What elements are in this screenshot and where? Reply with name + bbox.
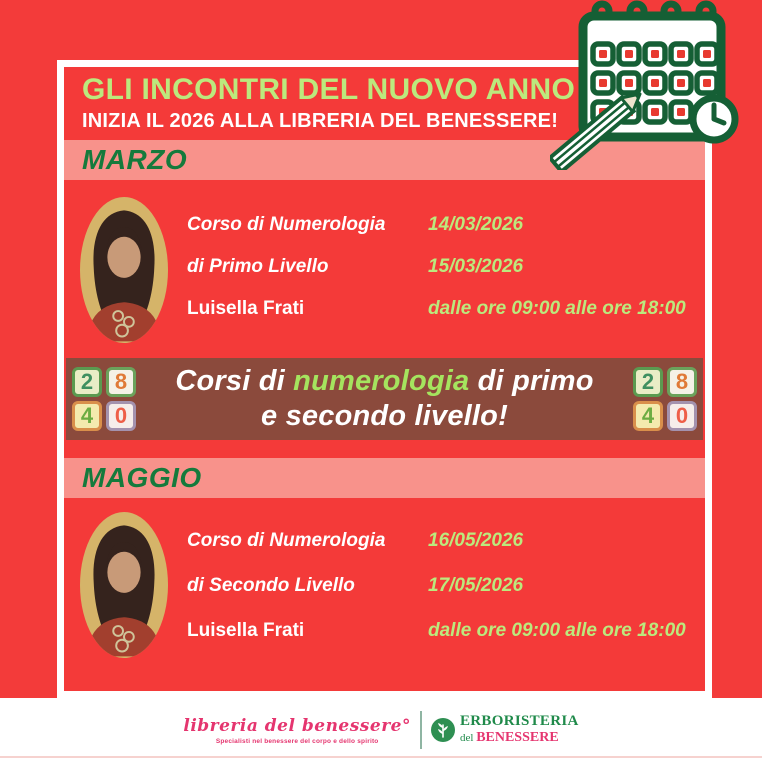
erboristeria-line1: ERBORISTERIA [459, 712, 579, 729]
tile-digit-8: 8 [106, 367, 136, 397]
erboristeria-del: del [459, 732, 477, 745]
logo-divider [420, 711, 422, 749]
tile-digit-0: 0 [667, 401, 697, 431]
number-tiles-right [633, 367, 697, 431]
event-dates-column [428, 518, 686, 653]
instructor-photo [80, 197, 168, 343]
woman-portrait-illustration [80, 197, 168, 343]
erboristeria-line2 [460, 729, 579, 746]
erboristeria-benessere: BENESSERE [476, 730, 559, 746]
poster-subtitle: INIZIA IL 2026 ALLA LIBRERIA DEL BENESSERE! [82, 110, 559, 132]
month-label: MARZO [82, 144, 188, 175]
event-time: dalle ore 09:00 alle ore 18:00 [428, 619, 686, 641]
month-band-maggio [64, 458, 705, 498]
course-title-line2: di Primo Livello [187, 256, 329, 277]
tile-digit-4: 4 [72, 401, 102, 431]
poster-header [82, 73, 622, 133]
poster-title: GLI INCONTRI DEL NUOVO ANNO [82, 73, 576, 106]
course-banner [66, 358, 703, 440]
course-title-line1: Corso di Numerologia [187, 214, 386, 235]
month-label: MAGGIO [82, 462, 202, 493]
instructor-name: Luisella Frati [187, 619, 305, 641]
tile-digit-0: 0 [106, 401, 136, 431]
herb-icon [431, 718, 455, 742]
tile-digit-2: 2 [633, 367, 663, 397]
event-date-1: 14/03/2026 [428, 214, 524, 235]
event-time: dalle ore 09:00 alle ore 18:00 [428, 298, 686, 319]
event-info-column [187, 204, 385, 330]
event-date-2: 17/05/2026 [428, 574, 524, 596]
event-marzo [64, 180, 705, 358]
footer-logos [0, 698, 762, 762]
footer-hairline [0, 756, 762, 758]
tile-digit-8: 8 [667, 367, 697, 397]
event-dates-column [428, 204, 686, 330]
tile-digit-4: 4 [633, 401, 663, 431]
course-title-line1: Corso di Numerologia [187, 529, 386, 551]
course-title-line2: di Secondo Livello [187, 574, 355, 596]
instructor-photo [80, 512, 168, 658]
banner-text-before: Corsi di [175, 365, 294, 397]
tile-digit-2: 2 [72, 367, 102, 397]
libreria-logo-tagline: Specialisti nel benessere del corpo e dello spirito [215, 737, 379, 745]
libreria-logo-name: libreria del benessere° [183, 715, 411, 736]
erboristeria-logo-text [460, 714, 579, 747]
instructor-name: Luisella Frati [187, 298, 305, 319]
plant-sprig-icon [436, 722, 450, 738]
banner-line2: e secondo livello! [261, 400, 508, 432]
event-date-2: 15/03/2026 [428, 256, 524, 277]
clock-icon [693, 98, 735, 140]
event-maggio [64, 498, 705, 691]
woman-portrait-illustration [80, 512, 168, 658]
banner-highlight: numerologia [293, 365, 470, 397]
erboristeria-del-benessere-logo [431, 714, 579, 747]
banner-text-after: di primo [469, 365, 594, 397]
number-tiles-left [72, 367, 136, 431]
libreria-del-benessere-logo [183, 716, 411, 745]
calendar-icon [550, 0, 750, 170]
calendar-pencil-clock-icon [550, 0, 750, 170]
event-info-column [187, 518, 385, 653]
banner-text [136, 364, 633, 434]
event-date-1: 16/05/2026 [428, 529, 524, 551]
